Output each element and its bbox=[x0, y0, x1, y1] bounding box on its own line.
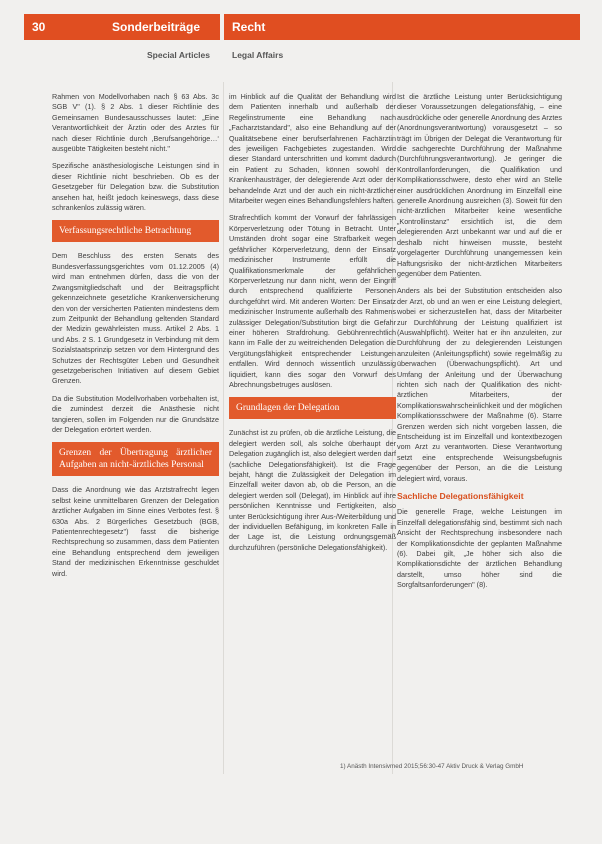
paragraph: Da die Substitution Modellvorhaben vorbehalten ist, die zumindest derzeit die Anästhesie nicht tangieren, sollen im Folgenden nur die Grundsätze der Delegation erörtert werden. bbox=[52, 393, 219, 434]
section-title-right: Recht bbox=[232, 20, 266, 34]
section-heading-box: Grenzen der Übertragung ärztlicher Aufgaben an nicht-ärztliches Personal bbox=[52, 442, 219, 476]
subsection-heading: Sachliche Delegationsfähigkeit bbox=[397, 491, 524, 502]
paragraph: Rahmen von Modellvorhaben nach § 63 Abs. 3c SGB V" (1). § 2 Abs. 1 dieser Richtlinie des Gemeinsamen Bundesausschusses lautet: „Eine Verantwortlichkeit der Ärztin oder des Arztes für nach dieser Richtlinie durch ‚Berufsangehörige…‘ ausgeübte Tätigkeiten besteht nicht." bbox=[52, 92, 219, 154]
section-title-left: Sonderbeiträge bbox=[112, 20, 201, 34]
header-left-bar bbox=[24, 14, 220, 40]
paragraph: Zunächst ist zu prüfen, ob die ärztliche Leistung, die delegiert werden soll, als solche überhaupt der Delegation zugänglich ist, also delegiert werden darf (sachliche Delegationsfähigkeit). Ist die Frage bejaht, hängt die Zulässigkeit der Delegation im Einzelfall weiter davon ab, ob die Person, an die delegiert werden soll (Delegat), im Hinblick auf ihre persönlichen Kenntnisse und Fertigkeiten, also unter Berücksichtigung ihrer Aus-/Weiterbildung und der individuellen Befähigung, im konkreten Falle in der Lage ist, die Leistung ordnungsgemäß durchzuführen (persönliche Delegationsfähigkeit). bbox=[229, 428, 396, 552]
paragraph: Strafrechtlich kommt der Vorwurf der fahrlässigen Körperverletzung oder Tötung in Betracht. Unter Umständen droht sogar eine Strafbarkeit wegen gefährlicher Körperverletzung, denn der Einsatz medizinischer Instrumente erfüllt die Qualifikationsmerkmale der gefährlichen Körperverletzung nur dann nicht, wenn der Eingriff durch entsprechend qualifizierte Personen durchgeführt wird. Mit anderen Worten: Der Einsatz medizinischer Instrumente außerhalb des Rahmens zulässiger Delegation/Substitution birgt die Gefahr einer höheren Strafdrohung. Gebührenrechtlich kann im Falle der zu weitreichenden Delegation die Vergütungsfähigkeit entsprechender Leistungen entfallen. Wird dennoch wissentlich unzulässig liquidiert, kann dies sogar den Vorwurf des Abrechnungsbetruges auslösen. bbox=[229, 213, 396, 389]
subtitle-left: Special Articles bbox=[147, 50, 210, 60]
column-divider bbox=[223, 82, 224, 774]
subtitle-right: Legal Affairs bbox=[232, 50, 284, 60]
page-number: 30 bbox=[32, 20, 46, 34]
paragraph: Spezifische anästhesiologische Leistungen sind in dieser Richtlinie nicht beschrieben. Ob es der Gesetzgeber für Delegation bzw. die Substitution ansehen hat, heißt jedoch keineswegs, dass diese schrankenlos zulässig wären. bbox=[52, 161, 219, 213]
paragraph: im Hinblick auf die Qualität der Behandlung wird dem Patienten innerhalb und außerhalb der Regelinstrumente eine Behandlung nach „Facharztstandard", also eine Behandlung auf der Qualitätsebene einer berufserfahrenen Fachärztin des jeweiligen Fachgebietes zugestanden. Wird dieser Standard unterschritten und kommt dadurch ein Patient zu Schaden, können sowohl der Krankenhausträger, der delegierende Arzt oder der behandelnde Arzt und der auch ein nicht-ärztlicher Mitarbeiter wegen eines Behandlungsfehlers haften. bbox=[229, 92, 396, 206]
text-column-1 bbox=[52, 92, 219, 586]
paragraph: Dass die Anordnung wie das Arztstrafrecht legen selbst keine unmittelbaren Grenzen der Delegation ärztlicher Aufgaben im Sinne eines Verbotes fest. § 630a Abs. 2 Bürgerliches Gesetzbuch (BGB, Patientenrechtegesetz") fasst die bisherige Rechtsprechung so zusammen, dass dem Patienten eine Behandlung entsprechend dem jeweiligen Stand der medizinischen Erkenntnisse geschuldet wird. bbox=[52, 485, 219, 578]
text-column-2 bbox=[229, 92, 396, 560]
paragraph: Anders als bei der Substitution entscheiden also der Arzt, ob und an wen er eine Leistung delegiert, wobei er sicherzustellen hat, dass der Mitarbeiter zur Durchführung der Leistung qualifiziert ist (Auswahlpflicht). Weiter hat er ihn anzuleiten, zur Durchführung der zu delegierenden Leistungen anzuleiten (Anleitungspflicht) sowie regelmäßig zu überwachen (Überwachungspflicht). Art und Umfang der Anleitung und der Überwachung richten sich nach der Qualifikation des nicht-ärztlichen Mitarbeiters, der Komplikationswahrscheinlichkeit und der möglichen Komplikationsschwere der Maßnahme (6). Starre Grenzen werden sich nicht vorgeben lassen, die Entscheidung ist im Einzelfall und kontextbezogen vom Arzt zu verantworten. Diese Verantwortung setzt eine entsprechende Weisungsbefugnis gegenüber der Person, an die die Leistung delegiert wird, voraus. bbox=[397, 286, 562, 483]
header-right-bar bbox=[224, 14, 580, 40]
paragraph: Dem Beschluss des ersten Senats des Bundesverfassungsgerichtes vom 01.12.2005 (4) wird man entnehmen dürfen, dass die von der Zwangsmitgliedschaft und der Beitragspflicht gekennzeichnete gesetzliche Krankenversicherung den von der versicherten Patienten mindestens dem zum Zeitpunkt der Behandlung geltenden Standard der Medizin gewährleisten muss. Artikel 2 Abs. 1 und Abs. 2 S. 1 Grundgesetz in Verbindung mit dem Sozialstaatsprinzip setzen vor dem Hintergrund des Schutzes der Rechtsgüter Leben und Gesundheit gesetzgeberischen Initiativen auf diesem Gebiet Grenzen. bbox=[52, 251, 219, 386]
paragraph: Ist die ärztliche Leistung unter Berücksichtigung dieser Voraussetzungen delegationsfähig, – eine ausdrückliche oder generelle Anordnung des Arztes (Anordnungsverantwortung) vorausgesetzt – so trägt im Übrigen der Delegat die Verantwortung für die sachgerechte Durchführung der Maßnahme (Durchführungsverantwortung). Je geringer die Kontrollanforderungen, die Qualifikation und Komplikationsschwere, desto eher wird an Stelle einer ausdrücklichen Anordnung im Einzelfall eine generelle Anordnung ausreichen (3). Soweit für den nicht-ärztlichen Mitarbeiter keine wesentliche „Kontrollinstanz" ersichtlich ist, die dem delegierenden Arzt unbekannt war und auf die er deshalb nicht hinweisen musste, besteht vorgelagerter Durchführung unangemessen kein Haftungsrisiko der nicht-ärztlichen Mitarbeiters gegenüber dem Patienten. bbox=[397, 92, 562, 278]
section-heading-box: Grundlagen der Delegation bbox=[229, 397, 396, 419]
footer-citation: 1) Anästh Intensivmed 2015;56:30-47 Aktiv Druck & Verlag GmbH bbox=[340, 763, 524, 770]
paragraph: Die generelle Frage, welche Leistungen im Einzelfall delegationsfähig sind, bestimmt sich nach Ansicht der Rechtsprechung insbesondere nach der Komplikationsdichte der geplanten Maßnahme (6). Dabei gilt, „Je höher sich also die Komplikationsdichte der ärztlichen Behandlung darstellt, umso höher sind die Sorgfaltsanforderungen" (8). bbox=[397, 507, 562, 590]
text-column-3 bbox=[397, 92, 562, 598]
section-heading-box: Verfassungsrechtliche Betrachtung bbox=[52, 220, 219, 242]
